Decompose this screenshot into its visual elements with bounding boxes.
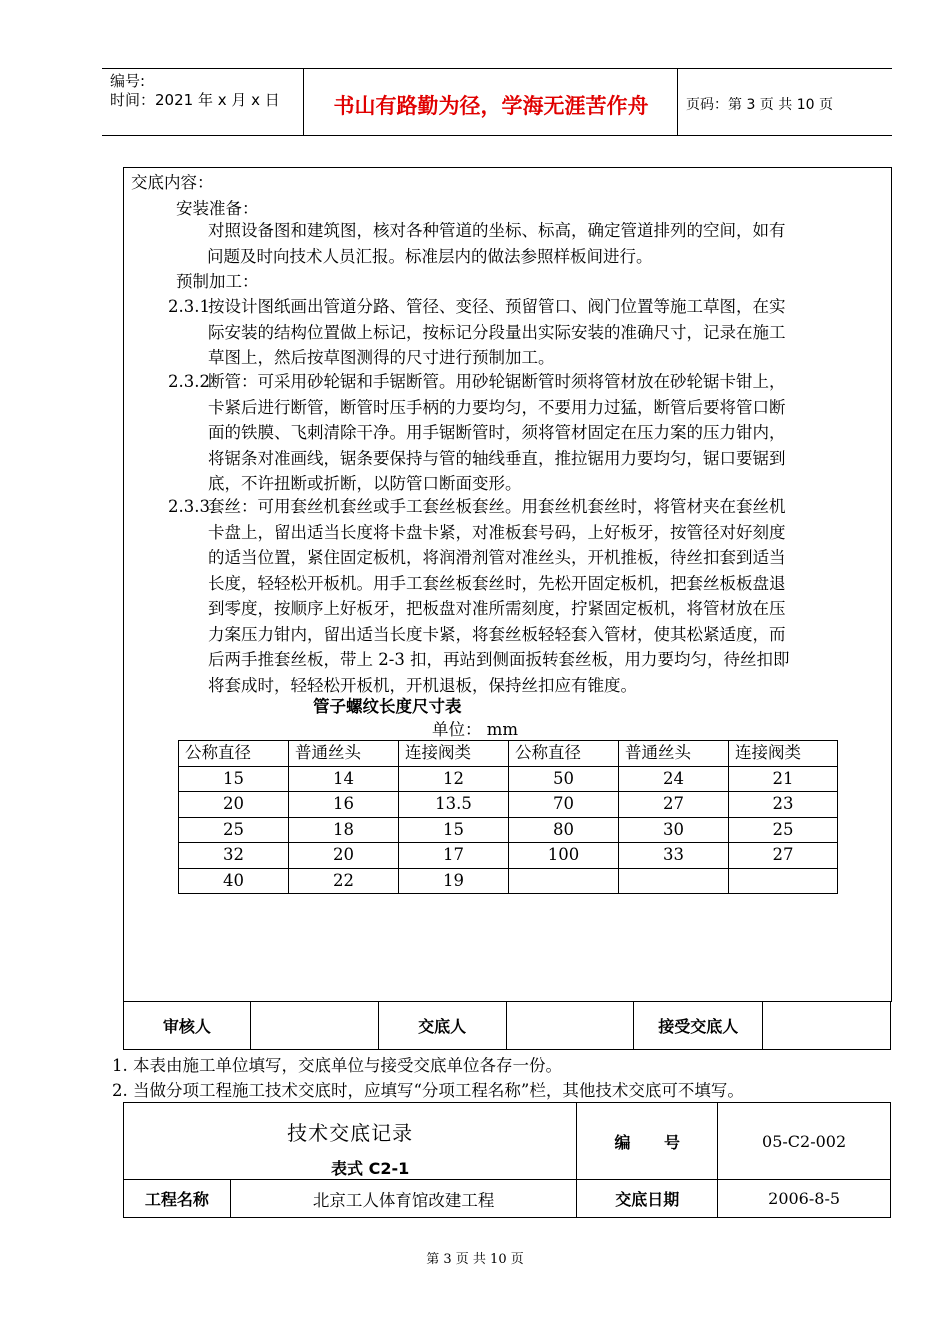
- date-label: 交底日期: [577, 1180, 718, 1218]
- table-cell: 100: [509, 843, 619, 869]
- table-row: [179, 843, 838, 869]
- note-1: 1. 本表由施工单位填写，交底单位与接受交底单位各存一份。: [112, 1056, 562, 1075]
- table-cell: 19: [399, 868, 509, 894]
- table-cell: [729, 868, 838, 894]
- table-cell: 20: [289, 843, 399, 869]
- record-title-cell: [124, 1103, 577, 1180]
- item-line: 草图上，然后按草图测得的尺寸进行预制加工。: [208, 348, 555, 367]
- item-text: [208, 494, 790, 698]
- table-header: 连接阀类: [729, 741, 838, 767]
- item-line: 断管：可采用砂轮锯和手锯断管。用砂轮锯断管时须将管材放在砂轮锯卡钳上，: [208, 372, 786, 391]
- table-header: 连接阀类: [399, 741, 509, 767]
- table-header: 公称直径: [509, 741, 619, 767]
- receiver-field[interactable]: [763, 1002, 891, 1050]
- date-value: 2006-8-5: [718, 1180, 891, 1218]
- content-heading: 交底内容：: [131, 173, 214, 192]
- item-line: 按设计图纸画出管道分路、管径、变径、预留管口、阀门位置等施工草图，在实: [208, 297, 786, 316]
- item-text: [208, 369, 786, 497]
- table-header: 普通丝头: [619, 741, 729, 767]
- table-cell: 12: [399, 766, 509, 792]
- item-line: 卡盘上，留出适当长度将卡盘卡紧，对准板套号码，上好板牙，按管径对好刻度: [208, 522, 786, 542]
- table-cell: 32: [179, 843, 289, 869]
- prefab-title: 预制加工：: [176, 272, 259, 291]
- table-cell: [619, 868, 729, 894]
- item-line: 将锯条对准画线，锯条要保持与管的轴线垂直，推拉锯用力要均匀，锯口要锯到: [208, 448, 786, 468]
- note-2: 2. 当做分项工程施工技术交底时，应填写“分项工程名称”栏，其他技术交底可不填写。: [112, 1081, 744, 1100]
- header-divider: [303, 68, 304, 135]
- table-cell: 18: [289, 817, 399, 843]
- item-line: 套丝：可用套丝机套丝或手工套丝板套丝。用套丝机套丝时，将管材夹在套丝机: [208, 497, 786, 516]
- item-2-3-1: [168, 294, 786, 367]
- table-cell: [509, 868, 619, 894]
- header-top-rule: [102, 68, 892, 69]
- header-page-info: 页码：第 3 页 共 10 页: [686, 97, 833, 113]
- table-cell: 17: [399, 843, 509, 869]
- number-label: 编 号: [577, 1103, 718, 1180]
- item-line: 到零度，按顺序上好板牙，把板盘对准所需刻度，拧紧固定板机，将管材放在压: [208, 599, 786, 618]
- record-title: 技术交底记录: [287, 1121, 414, 1145]
- item-line: 面的铁膜、飞刺清除干净。用手锯断管时，须将管材固定在压力案的压力钳内，: [208, 423, 786, 442]
- record-table: [123, 1102, 891, 1218]
- header-divider: [677, 68, 678, 135]
- reviewer-field[interactable]: [250, 1002, 378, 1050]
- header-left-block: [110, 72, 280, 110]
- item-line: 长度，轻轻松开板机。用手工套丝板套丝时，先松开固定板机，把套丝板板盘退: [208, 573, 786, 593]
- code-label: 编号:: [110, 72, 146, 90]
- table-cell: 50: [509, 766, 619, 792]
- unit-label: 单位： mm: [432, 720, 519, 739]
- table-cell: 22: [289, 868, 399, 894]
- item-line: 卡紧后进行断管，断管时压手柄的力要均匀，不要用力过猛，断管后要将管口断: [208, 397, 786, 417]
- prep-body: [208, 218, 786, 269]
- table-cell: 25: [729, 817, 838, 843]
- table-row: [179, 817, 838, 843]
- table-cell: 27: [729, 843, 838, 869]
- form-code: 表式 C2-1: [331, 1159, 410, 1178]
- prep-line: 问题及时向技术人员汇报。标准层内的做法参照样板间进行。: [207, 246, 653, 266]
- table-title: 管子螺纹长度尺寸表: [313, 697, 462, 716]
- item-line: 后两手推套丝板，带上 2-3 扣，再站到侧面扳转套丝板，用力要均匀，待丝扣即: [208, 650, 790, 669]
- item-number: 2.3.1: [168, 297, 210, 316]
- table-cell: 15: [399, 817, 509, 843]
- table-cell: 70: [509, 792, 619, 818]
- prep-title: 安装准备：: [176, 199, 259, 218]
- thread-length-table: [178, 740, 838, 894]
- table-row: [179, 766, 838, 792]
- header-motto: 书山有路勤为径，学海无涯苦作舟: [333, 94, 649, 118]
- discloser-field[interactable]: [506, 1002, 634, 1050]
- item-text: [208, 294, 786, 371]
- item-line: 力案压力钳内，留出适当长度卡紧，将套丝板轻轻套入管材，使其松紧适度，而: [208, 624, 786, 644]
- number-value: 05-C2-002: [718, 1103, 891, 1180]
- header-bottom-rule: [102, 135, 892, 136]
- item-number: 2.3.3: [168, 497, 210, 516]
- item-line: 将套成时，轻轻松开板机，开机退板，保持丝扣应有锥度。: [208, 675, 637, 695]
- table-cell: 21: [729, 766, 838, 792]
- table-header: 普通丝头: [289, 741, 399, 767]
- table-row: [179, 868, 838, 894]
- receiver-label: 接受交底人: [634, 1002, 763, 1050]
- prep-line: 对照设备图和建筑图，核对各种管道的坐标、标高，确定管道排列的空间，如有: [208, 221, 786, 240]
- time-label: 时间：2021 年 x 月 x 日: [110, 91, 280, 109]
- reviewer-label: 审核人: [124, 1002, 251, 1050]
- table-header-row: [179, 741, 838, 767]
- discloser-label: 交底人: [378, 1002, 506, 1050]
- page-footer: 第 3 页 共 10 页: [426, 1252, 524, 1267]
- table-cell: 15: [179, 766, 289, 792]
- table-cell: 14: [289, 766, 399, 792]
- project-label: 工程名称: [124, 1180, 231, 1218]
- item-line: 际安装的结构位置做上标记，按标记分段量出实际安装的准确尺寸，记录在施工: [208, 322, 786, 342]
- table-cell: 23: [729, 792, 838, 818]
- table-cell: 16: [289, 792, 399, 818]
- table-cell: 30: [619, 817, 729, 843]
- table-cell: 40: [179, 868, 289, 894]
- table-cell: 33: [619, 843, 729, 869]
- item-line: 的适当位置，紧住固定板机，将润滑剂管对准丝头，开机推板，待丝扣套到适当: [208, 548, 786, 567]
- table-header: 公称直径: [179, 741, 289, 767]
- signature-row: [123, 1001, 891, 1050]
- table-cell: 27: [619, 792, 729, 818]
- item-2-3-2: [168, 369, 786, 493]
- item-line: 底，不许扭断或折断，以防管口断面变形。: [208, 474, 522, 493]
- table-cell: 24: [619, 766, 729, 792]
- table-cell: 25: [179, 817, 289, 843]
- project-value: 北京工人体育馆改建工程: [230, 1180, 576, 1218]
- table-cell: 80: [509, 817, 619, 843]
- table-cell: 13.5: [399, 792, 509, 818]
- item-2-3-3: [168, 494, 790, 695]
- table-cell: 20: [179, 792, 289, 818]
- item-number: 2.3.2: [168, 372, 210, 391]
- table-row: [179, 792, 838, 818]
